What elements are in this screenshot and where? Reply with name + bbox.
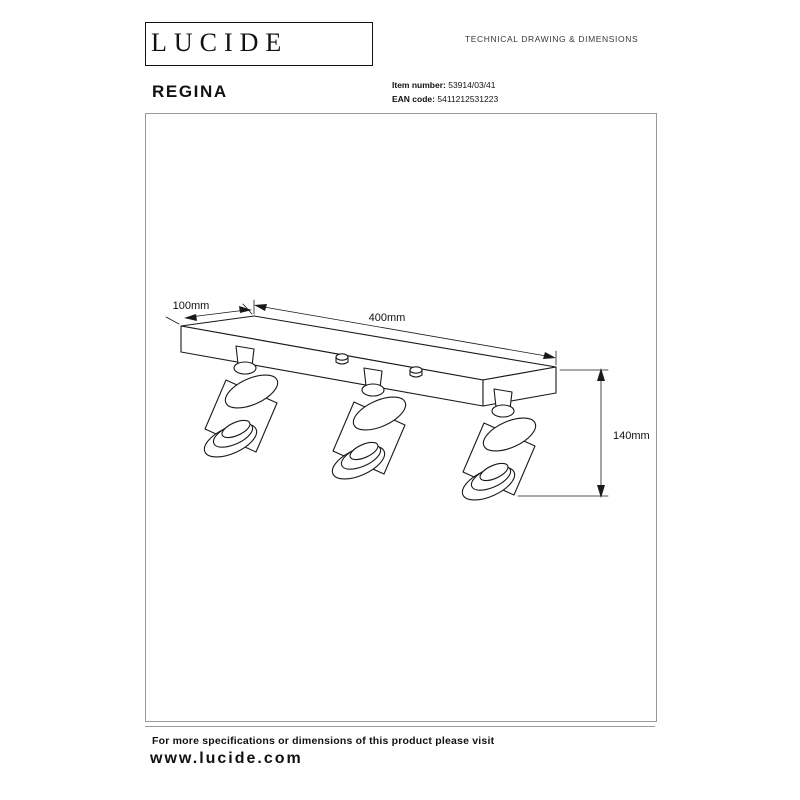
logo-rule-top [145,22,373,23]
page-title: REGINA [152,82,228,101]
footer-divider [145,726,655,727]
footer-note: For more specifications or dimensions of this product please visit [152,735,495,747]
page-header [145,22,655,77]
product-technical-drawing [146,114,656,721]
technical-drawing-caption: TECHNICAL DRAWING & DIMENSIONS [465,34,639,44]
dimension-width-label: 400mm [368,312,406,324]
dimension-depth-label: 100mm [172,300,210,312]
logo-wordmark: LUCIDE [151,28,289,57]
dimension-height-label: 140mm [613,430,650,442]
spot-head-3 [458,389,541,507]
item-info [392,78,498,106]
logo-tick-right [372,22,373,66]
item-number-row [392,78,498,92]
logo-tick-left [145,22,146,66]
lucide-logo [145,22,373,66]
ean-code-label: EAN code: [392,94,435,104]
drawing-frame [145,113,657,722]
logo-rule-bottom [145,65,373,66]
item-number-value: 53914/03/41 [448,80,496,90]
ean-code-value: 5411212531223 [437,94,499,104]
footer-website-link[interactable]: www.lucide.com [150,750,303,767]
ean-code-row [392,92,498,106]
item-number-label: Item number: [392,80,446,90]
